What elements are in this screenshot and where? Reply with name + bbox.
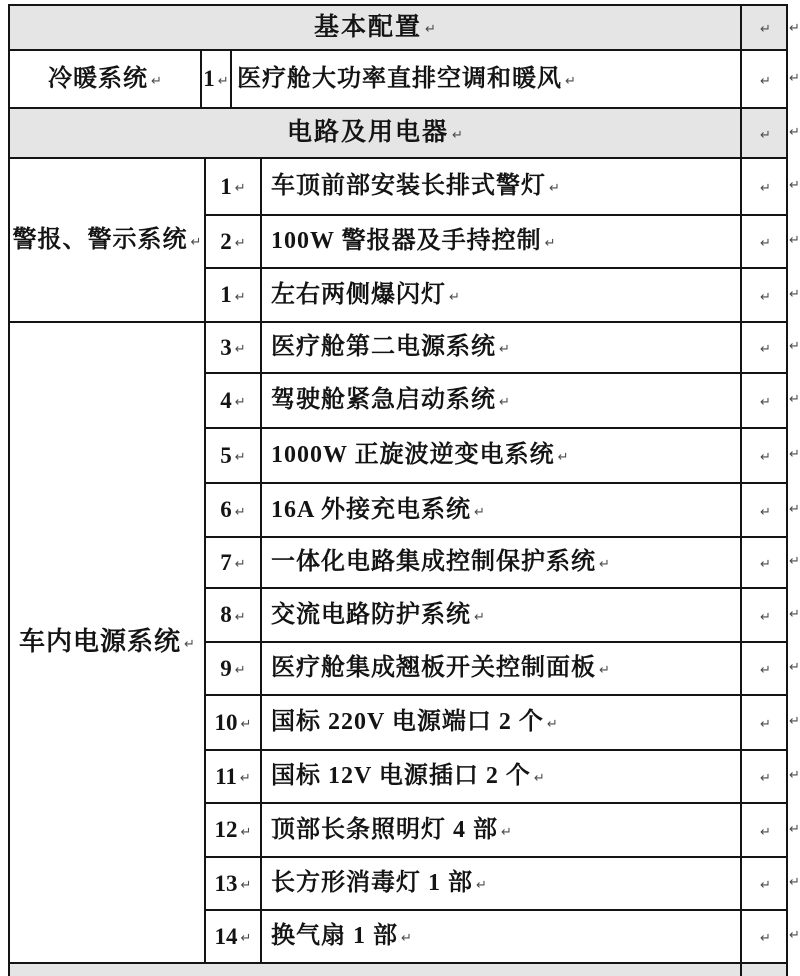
paragraph-mark-icon: ↵	[401, 931, 412, 946]
paragraph-mark-icon: ↵	[452, 127, 463, 143]
item-description: 16A 外接充电系统	[271, 496, 472, 523]
item-description-cell	[262, 696, 740, 749]
category-cell-hvac	[10, 51, 200, 107]
row-end-mark-icon: ↵	[789, 714, 800, 729]
item-number: 14	[214, 923, 238, 949]
paragraph-mark-icon: ↵	[760, 771, 771, 786]
paragraph-mark-icon: ↵	[449, 289, 460, 305]
item-number-cell	[206, 538, 260, 587]
category-cell-alarm	[10, 159, 204, 321]
paragraph-mark-icon: ↵	[599, 663, 610, 678]
paragraph-mark-icon: ↵	[234, 504, 246, 520]
paragraph-mark-icon: ↵	[760, 181, 771, 196]
row-end-mark-icon: ↵	[789, 660, 800, 675]
paragraph-mark-icon: ↵	[190, 234, 202, 250]
paragraph-mark-icon: ↵	[151, 73, 162, 89]
paragraph-mark-icon: ↵	[760, 289, 771, 305]
paragraph-mark-icon: ↵	[499, 395, 510, 410]
paragraph-mark-icon: ↵	[234, 181, 246, 196]
row-end-mark-icon: ↵	[789, 822, 800, 837]
row-end-cell	[742, 804, 786, 856]
paragraph-mark-icon: ↵	[760, 931, 771, 946]
section-header-basic-label: 基本配置	[314, 13, 423, 41]
paragraph-mark-icon: ↵	[234, 236, 246, 251]
item-description: 顶部长条照明灯 4 部	[271, 816, 498, 843]
row-end-cell	[742, 484, 786, 536]
paragraph-mark-icon: ↵	[760, 878, 771, 893]
item-description-cell	[262, 589, 740, 641]
paragraph-mark-icon: ↵	[240, 824, 252, 840]
paragraph-mark-icon: ↵	[760, 127, 771, 143]
paragraph-mark-icon: ↵	[565, 73, 576, 89]
item-description: 换气扇 1 部	[271, 923, 398, 950]
paragraph-mark-icon: ↵	[234, 395, 246, 410]
item-description: 驾驶舱紧急启动系统	[271, 387, 496, 414]
paragraph-mark-icon: ↵	[234, 609, 246, 625]
row-end-cell	[742, 216, 786, 267]
item-description-cell	[232, 51, 740, 107]
paragraph-mark-icon: ↵	[240, 931, 252, 946]
paragraph-mark-icon: ↵	[240, 878, 252, 893]
item-number-cell	[206, 374, 260, 427]
item-description: 交流电路防护系统	[271, 601, 471, 628]
spec-table	[8, 4, 788, 976]
item-description-cell	[262, 484, 740, 536]
row-end-mark-icon: ↵	[789, 447, 800, 462]
item-number-cell	[206, 159, 260, 214]
item-description: 医疗舱集成翘板开关控制面板	[271, 655, 596, 682]
paragraph-mark-icon: ↵	[425, 22, 436, 37]
category-label: 警报、警示系统	[12, 226, 188, 253]
row-end-mark-icon: ↵	[789, 875, 800, 890]
item-number: 12	[214, 817, 238, 843]
item-description: 国标 12V 电源插口 2 个	[271, 763, 531, 790]
row-end-cell	[742, 51, 786, 107]
row-end-mark-icon: ↵	[789, 392, 800, 407]
item-description-cell	[262, 858, 740, 909]
item-description-cell	[262, 159, 740, 214]
section-header-electric	[10, 109, 740, 157]
row-end-cell	[742, 429, 786, 482]
item-description-cell	[262, 323, 740, 372]
paragraph-mark-icon: ↵	[760, 824, 771, 840]
item-number-cell	[206, 858, 260, 909]
item-number-cell	[206, 911, 260, 962]
item-number: 3	[220, 334, 232, 360]
category-label: 冷暖系统	[48, 65, 149, 92]
item-description-cell	[262, 269, 740, 321]
paragraph-mark-icon: ↵	[760, 342, 771, 357]
item-number-cell	[202, 51, 230, 107]
paragraph-mark-icon: ↵	[234, 342, 246, 357]
item-number-cell	[206, 804, 260, 856]
item-number: 6	[220, 497, 232, 523]
paragraph-mark-icon: ↵	[234, 289, 246, 305]
row-end-cell	[742, 643, 786, 694]
row-end-cell	[742, 159, 786, 214]
item-number: 2	[220, 228, 232, 254]
paragraph-mark-icon: ↵	[760, 557, 771, 572]
row-end-mark-icon: ↵	[789, 339, 800, 354]
row-end-mark-icon: ↵	[789, 287, 800, 302]
paragraph-mark-icon: ↵	[474, 609, 485, 625]
item-number: 9	[220, 655, 232, 681]
row-end-cell	[742, 323, 786, 372]
item-description: 左右两侧爆闪灯	[271, 281, 446, 308]
item-number-cell	[206, 696, 260, 749]
paragraph-mark-icon: ↵	[760, 22, 771, 37]
item-description-cell	[262, 216, 740, 267]
row-end-mark-icon: ↵	[789, 928, 800, 943]
row-end-cell	[742, 751, 786, 802]
item-description-cell	[262, 804, 740, 856]
row-end-mark-icon: ↵	[789, 178, 800, 193]
item-number-cell	[206, 643, 260, 694]
row-end-mark-icon: ↵	[789, 125, 800, 140]
row-end-mark-icon: ↵	[789, 768, 800, 783]
row-end-cell	[742, 109, 786, 157]
item-description-cell	[262, 911, 740, 962]
paragraph-mark-icon: ↵	[184, 637, 195, 652]
item-description: 长方形消毒灯 1 部	[271, 870, 473, 897]
paragraph-mark-icon: ↵	[501, 824, 512, 840]
paragraph-mark-icon: ↵	[217, 73, 229, 89]
row-end-mark-icon: ↵	[789, 607, 800, 622]
item-number: 7	[220, 549, 232, 575]
item-number-cell	[206, 269, 260, 321]
paragraph-mark-icon: ↵	[544, 236, 556, 251]
row-end-cell	[742, 589, 786, 641]
item-number: 5	[220, 442, 232, 468]
item-number: 1	[220, 282, 232, 308]
item-number: 11	[215, 763, 237, 789]
row-end-cell	[742, 6, 786, 49]
row-end-mark-icon: ↵	[789, 502, 800, 517]
paragraph-mark-icon: ↵	[599, 557, 610, 572]
row-end-mark-icon: ↵	[789, 71, 800, 86]
item-number-cell	[206, 216, 260, 267]
item-number-cell	[206, 323, 260, 372]
paragraph-mark-icon: ↵	[760, 609, 771, 625]
item-description-cell	[262, 374, 740, 427]
paragraph-mark-icon: ↵	[546, 717, 558, 732]
item-description-cell	[262, 643, 740, 694]
item-number: 1	[203, 66, 215, 92]
paragraph-mark-icon: ↵	[760, 450, 771, 465]
bottom-partial-row-end	[742, 964, 786, 976]
row-end-cell	[742, 858, 786, 909]
item-number: 4	[220, 387, 232, 413]
paragraph-mark-icon: ↵	[760, 73, 771, 89]
paragraph-mark-icon: ↵	[499, 342, 510, 357]
item-description: 医疗舱大功率直排空调和暖风	[237, 65, 562, 92]
item-description-cell	[262, 429, 740, 482]
paragraph-mark-icon: ↵	[474, 504, 485, 520]
paragraph-mark-icon: ↵	[760, 504, 771, 520]
section-header-electric-label: 电路及用电器	[287, 119, 450, 147]
item-description: 1000W 正旋波逆变电系统	[271, 442, 555, 469]
paragraph-mark-icon: ↵	[549, 181, 560, 196]
item-description: 车顶前部安装长排式警灯	[271, 173, 546, 200]
paragraph-mark-icon: ↵	[760, 395, 771, 410]
item-number-cell	[206, 751, 260, 802]
row-end-cell	[742, 911, 786, 962]
paragraph-mark-icon: ↵	[476, 878, 487, 893]
paragraph-mark-icon: ↵	[240, 717, 252, 732]
paragraph-mark-icon: ↵	[760, 236, 771, 251]
item-description: 国标 220V 电源端口 2 个	[271, 709, 544, 736]
item-description-cell	[262, 538, 740, 587]
item-description: 100W 警报器及手持控制	[271, 228, 542, 255]
item-number: 13	[214, 870, 238, 896]
section-header-basic	[10, 6, 740, 49]
paragraph-mark-icon: ↵	[760, 663, 771, 678]
item-description: 医疗舱第二电源系统	[271, 334, 496, 361]
paragraph-mark-icon: ↵	[557, 450, 569, 465]
item-number-cell	[206, 429, 260, 482]
item-number: 10	[214, 709, 238, 735]
row-end-cell	[742, 538, 786, 587]
paragraph-mark-icon: ↵	[234, 557, 246, 572]
row-end-cell	[742, 696, 786, 749]
paragraph-mark-icon: ↵	[239, 771, 251, 786]
category-label: 车内电源系统	[19, 627, 182, 657]
item-description: 一体化电路集成控制保护系统	[271, 549, 596, 576]
paragraph-mark-icon: ↵	[234, 450, 246, 465]
paragraph-mark-icon: ↵	[760, 717, 771, 732]
item-number: 8	[220, 602, 232, 628]
row-end-cell	[742, 374, 786, 427]
row-end-mark-icon: ↵	[789, 233, 800, 248]
item-number-cell	[206, 589, 260, 641]
item-description-cell	[262, 751, 740, 802]
bottom-partial-row	[10, 964, 740, 976]
category-cell-power	[10, 323, 204, 962]
row-end-mark-icon: ↵	[789, 554, 800, 569]
row-end-cell	[742, 269, 786, 321]
item-number-cell	[206, 484, 260, 536]
item-number: 1	[220, 173, 232, 199]
row-end-mark-icon: ↵	[789, 21, 800, 36]
paragraph-mark-icon: ↵	[234, 663, 246, 678]
paragraph-mark-icon: ↵	[533, 771, 545, 786]
